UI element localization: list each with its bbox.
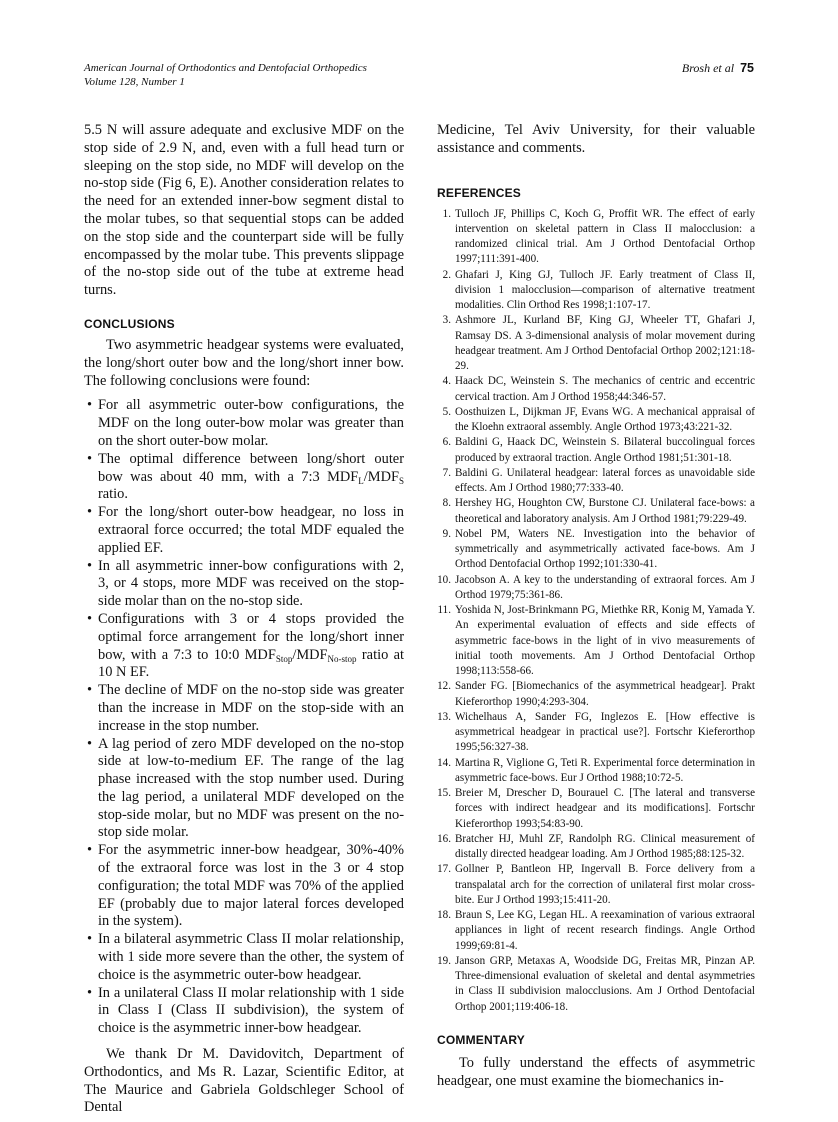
running-header [84, 61, 367, 89]
reference-number: 7. [442, 466, 451, 479]
subscript: Stop [275, 653, 293, 664]
conclusion-text: For the long/short outer-bow headgear, no loss in extraoral force occurred; the total MDF equaled the applied EF. [98, 504, 404, 556]
reference-number: 19. [437, 954, 451, 967]
reference-item [437, 786, 755, 832]
conclusion-item [84, 736, 404, 843]
conclusion-text: The optimal difference between long/short outer bow was about 40 mm, with a 7:3 MDF [98, 450, 404, 485]
reference-item [437, 679, 755, 710]
bullet-icon: • [87, 735, 93, 752]
bullet-icon: • [87, 842, 93, 859]
reference-number: 18. [437, 909, 451, 922]
reference-item [437, 954, 755, 1015]
reference-item [437, 405, 755, 436]
conclusion-item [84, 558, 404, 611]
journal-name: American Journal of Orthodontics and Dentofacial Orthopedics [84, 62, 367, 74]
conclusion-text: /MDF [292, 646, 328, 663]
reference-text: Martina R, Viglione G, Teti R. Experimental force determination in asymmetric face-bows. Eur J Orthod 1988;10:72-5. [455, 756, 755, 784]
bullet-icon: • [87, 984, 93, 1001]
conclusion-text: /MDF [363, 468, 399, 485]
reference-item [437, 908, 755, 954]
conclusion-text: In a unilateral Class II molar relationship with 1 side in Class I (Class II subdivision), the system of choice is the asymmetric inner-bow headgear. [98, 984, 404, 1037]
conclusions-intro: Two asymmetric headgear systems were evaluated, the long/short outer bow and the long/short inner bow. The following conclusions were found: [84, 336, 404, 389]
subscript: L [358, 475, 364, 486]
reference-number: 11. [437, 604, 451, 617]
reference-item [437, 573, 755, 604]
bullet-icon: • [87, 931, 93, 948]
reference-text: Tulloch JF, Phillips C, Koch G, Proffit WR. The effect of early intervention on skeletal pattern in Class II malocclusion: a randomized clinical trial. Am J Orthod Dentofacial Orthop 1997;111:391-400. [455, 207, 755, 266]
conclusion-text: For all asymmetric outer-bow configurations, the MDF on the long outer-bow molar was greater than on the short outer-bow molar. [98, 397, 404, 449]
reference-text: Janson GRP, Metaxas A, Woodside DG, Freitas MR, Pinzan AP. Three-dimensional evaluation of skeletal and dental asymmetries in Class II subdivision malocclusions. Am J Orthod Dentofacial Orthop 2001;119:406-18. [455, 954, 755, 1013]
commentary-paragraph: To fully understand the effects of asymmetric headgear, one must examine the biomechanics in- [437, 1054, 755, 1089]
references-heading: REFERENCES [437, 185, 522, 200]
reference-item [437, 374, 755, 405]
reference-item [437, 832, 755, 863]
acknowledgment-continued: Medicine, Tel Aviv University, for their valuable assistance and comments. [437, 122, 755, 156]
reference-number: 5. [442, 405, 451, 418]
reference-number: 6. [442, 436, 451, 449]
reference-text: Breier M, Drescher D, Bourauel C. [The lateral and transverse forces with indirect headgear and its modifications]. Fortschr Kieferorthop 1993;54:83-90. [455, 787, 755, 830]
conclusion-text: ratio. [98, 486, 128, 503]
bullet-icon: • [87, 610, 93, 627]
reference-text: Ghafari J, King GJ, Tulloch JF. Early treatment of Class II, division 1 malocclusion—comparison of alternative treatment modalities. Clin Orthod Res 1998;1:107-17. [455, 268, 755, 312]
journal-volume: Volume 128, Number 1 [84, 76, 185, 88]
reference-text: Baldini G. Unilateral headgear: lateral forces as unavoidable side effects. Am J Orthod 1980;77:333-40. [455, 466, 755, 495]
conclusion-item [84, 682, 404, 735]
reference-item [437, 603, 755, 679]
reference-item [437, 756, 755, 787]
subscript: No-stop [327, 653, 357, 664]
conclusions-heading: CONCLUSIONS [84, 316, 175, 331]
bullet-icon: • [87, 450, 93, 467]
conclusion-text: A lag period of zero MDF developed on the no-stop side at low-to-medium EF. The range of the lag phase increased with the stop number used. During the lag period, a unilateral MDF developed on the stop-side molar, but no MDF was present on the no-stop side molar. [98, 735, 404, 841]
reference-text: Gollner P, Bantleon HP, Ingervall B. Force delivery from a transpalatal arch for the correction of unilateral first molar cross-bite. Eur J Orthod 1993;15:411-20. [455, 863, 755, 906]
reference-text: Ashmore JL, Kurland BF, King GJ, Wheeler TT, Ghafari J, Ramsay DS. A 3-dimensional analysis of molar movement during headgear treatment. Am J Orthod Dentofacial Orthop 2002;121:18-29. [455, 314, 755, 373]
conclusion-item [84, 842, 404, 931]
reference-item [437, 527, 755, 573]
reference-text: Nobel PM, Waters NE. Investigation into the behavior of symmetrically and asymmetrically activated face-bows. Am J Orthod Dentofacial Orthop 1992;101:330-41. [455, 527, 755, 571]
reference-number: 8. [442, 497, 451, 510]
reference-number: 4. [442, 375, 451, 388]
conclusion-item [84, 397, 404, 450]
conclusion-text: ratio at 10 N EF. [98, 646, 404, 681]
reference-number: 13. [437, 710, 451, 723]
reference-number: 15. [437, 787, 451, 800]
conclusion-text: For the asymmetric inner-bow headgear, 30%-40% of the extraoral force was lost in the 3 or 4 stop configuration; the total MDF was 70% of the applied EF (probably due to major lateral forces developed in the system). [98, 842, 404, 930]
reference-text: Sander FG. [Biomechanics of the asymmetrical headgear]. Prakt Kieferorthop 1990;4:293-304. [455, 680, 755, 708]
conclusion-text: In all asymmetric inner-bow configurations with 2, 3, or 4 stops, more MDF was received on the stop-side molar than on the no-stop side. [98, 557, 404, 610]
bullet-icon: • [87, 557, 93, 574]
reference-item [437, 268, 755, 314]
conclusion-item [84, 931, 404, 984]
reference-item [437, 313, 755, 374]
reference-number: 1. [442, 207, 451, 220]
reference-item [437, 466, 755, 497]
reference-number: 12. [437, 680, 451, 693]
bullet-icon: • [87, 397, 93, 414]
bullet-icon: • [87, 682, 93, 699]
reference-text: Bratcher HJ, Muhl ZF, Randolph RG. Clinical measurement of distally directed headgear loading. Am J Orthod 1985;88:125-32. [455, 832, 755, 861]
subscript: S [398, 475, 404, 486]
reference-number: 2. [442, 268, 451, 281]
conclusion-text: In a bilateral asymmetric Class II molar relationship, with 1 side more severe than the other, the system of choice is the asymmetric outer-bow headgear. [98, 931, 404, 983]
authors: Brosh et al [681, 61, 735, 75]
reference-item [437, 710, 755, 756]
reference-text: Haack DC, Weinstein S. The mechanics of centric and eccentric cervical traction. Am J Orthod 1958;44:346-57. [455, 375, 755, 403]
conclusion-item [84, 504, 404, 557]
reference-number: 10. [437, 573, 451, 586]
reference-item [437, 496, 755, 527]
reference-item [437, 435, 755, 466]
conclusion-text: Configurations with 3 or 4 stops provided the optimal force arrangement for the long/short inner bow, with a 7:3 to 10:0 MDF [98, 610, 404, 663]
reference-number: 16. [437, 832, 451, 845]
reference-text: Braun S, Lee KG, Legan HL. A reexamination of various extraoral appliances in light of recent research findings. Angle Orthod 1999;69:81-4. [455, 909, 755, 952]
reference-text: Jacobson A. A key to the understanding of extraoral forces. Am J Orthod 1979;75:361-86. [455, 573, 755, 601]
reference-number: 9. [442, 527, 451, 540]
reference-text: Yoshida N, Jost-Brinkmann PG, Miethke RR, Konig M, Yamada Y. An experimental evaluation of effects and side effects of asymmetric face-bows in the light of in vivo measurements of initial tooth movements. Am J Orthod Dentofacial Orthop 1998;113:558-66. [455, 604, 755, 678]
references-list [437, 207, 755, 1015]
reference-item [437, 862, 755, 908]
reference-number: 14. [437, 756, 451, 769]
conclusion-item [84, 985, 404, 1038]
intro-paragraph: 5.5 N will assure adequate and exclusive MDF on the stop side of 2.9 N, and, even with a full head turn or sleeping on the stop side, no MDF will develop on the no-stop side (Fig 6, E). Another consideration relates to the need for an extended inner-bow segment distal to the molar tubes, so that sequential stops can be added on the stop side and the counterpart side will be fully encompassed by the molar tube. This prevents slippage of the no-stop side out of the tube at extreme head turns. [84, 122, 404, 299]
right-column [437, 122, 755, 1090]
commentary-heading: COMMENTARY [437, 1032, 525, 1047]
page-header-right [682, 61, 754, 76]
acknowledgment-paragraph: We thank Dr M. Davidovitch, Department of Orthodontics, and Ms R. Lazar, Scientific Editor, at The Maurice and Gabriela Goldschleger School of Dental [84, 1046, 404, 1116]
reference-number: 17. [437, 863, 451, 876]
conclusion-text: The decline of MDF on the no-stop side was greater than the increase in MDF on the stop-side with an increase in the stop number. [98, 682, 404, 734]
conclusion-item [84, 611, 404, 682]
reference-text: Wichelhaus A, Sander FG, Inglezos E. [How effective is asymmetrical headgear in practical use?]. Fortschr Kieferorthop 1995;56:327-38. [455, 710, 755, 754]
reference-number: 3. [442, 314, 451, 327]
page-number: 75 [740, 61, 754, 75]
conclusion-item [84, 451, 404, 504]
conclusions-list [84, 397, 404, 1038]
reference-text: Hershey HG, Houghton CW, Burstone CJ. Unilateral face-bows: a theoretical and laboratory analysis. Am J Orthod 1981;79:229-49. [455, 497, 755, 525]
reference-item [437, 207, 755, 268]
bullet-icon: • [87, 504, 93, 521]
reference-text: Oosthuizen L, Dijkman JF, Evans WG. A mechanical appraisal of the Kloehn extraoral assembly. Angle Orthod 1973;43:221-32. [455, 405, 755, 434]
left-column [84, 122, 404, 1117]
reference-text: Baldini G, Haack DC, Weinstein S. Bilateral buccolingual forces produced by extraoral traction. Angle Orthod 1981;51:301-18. [455, 436, 755, 464]
